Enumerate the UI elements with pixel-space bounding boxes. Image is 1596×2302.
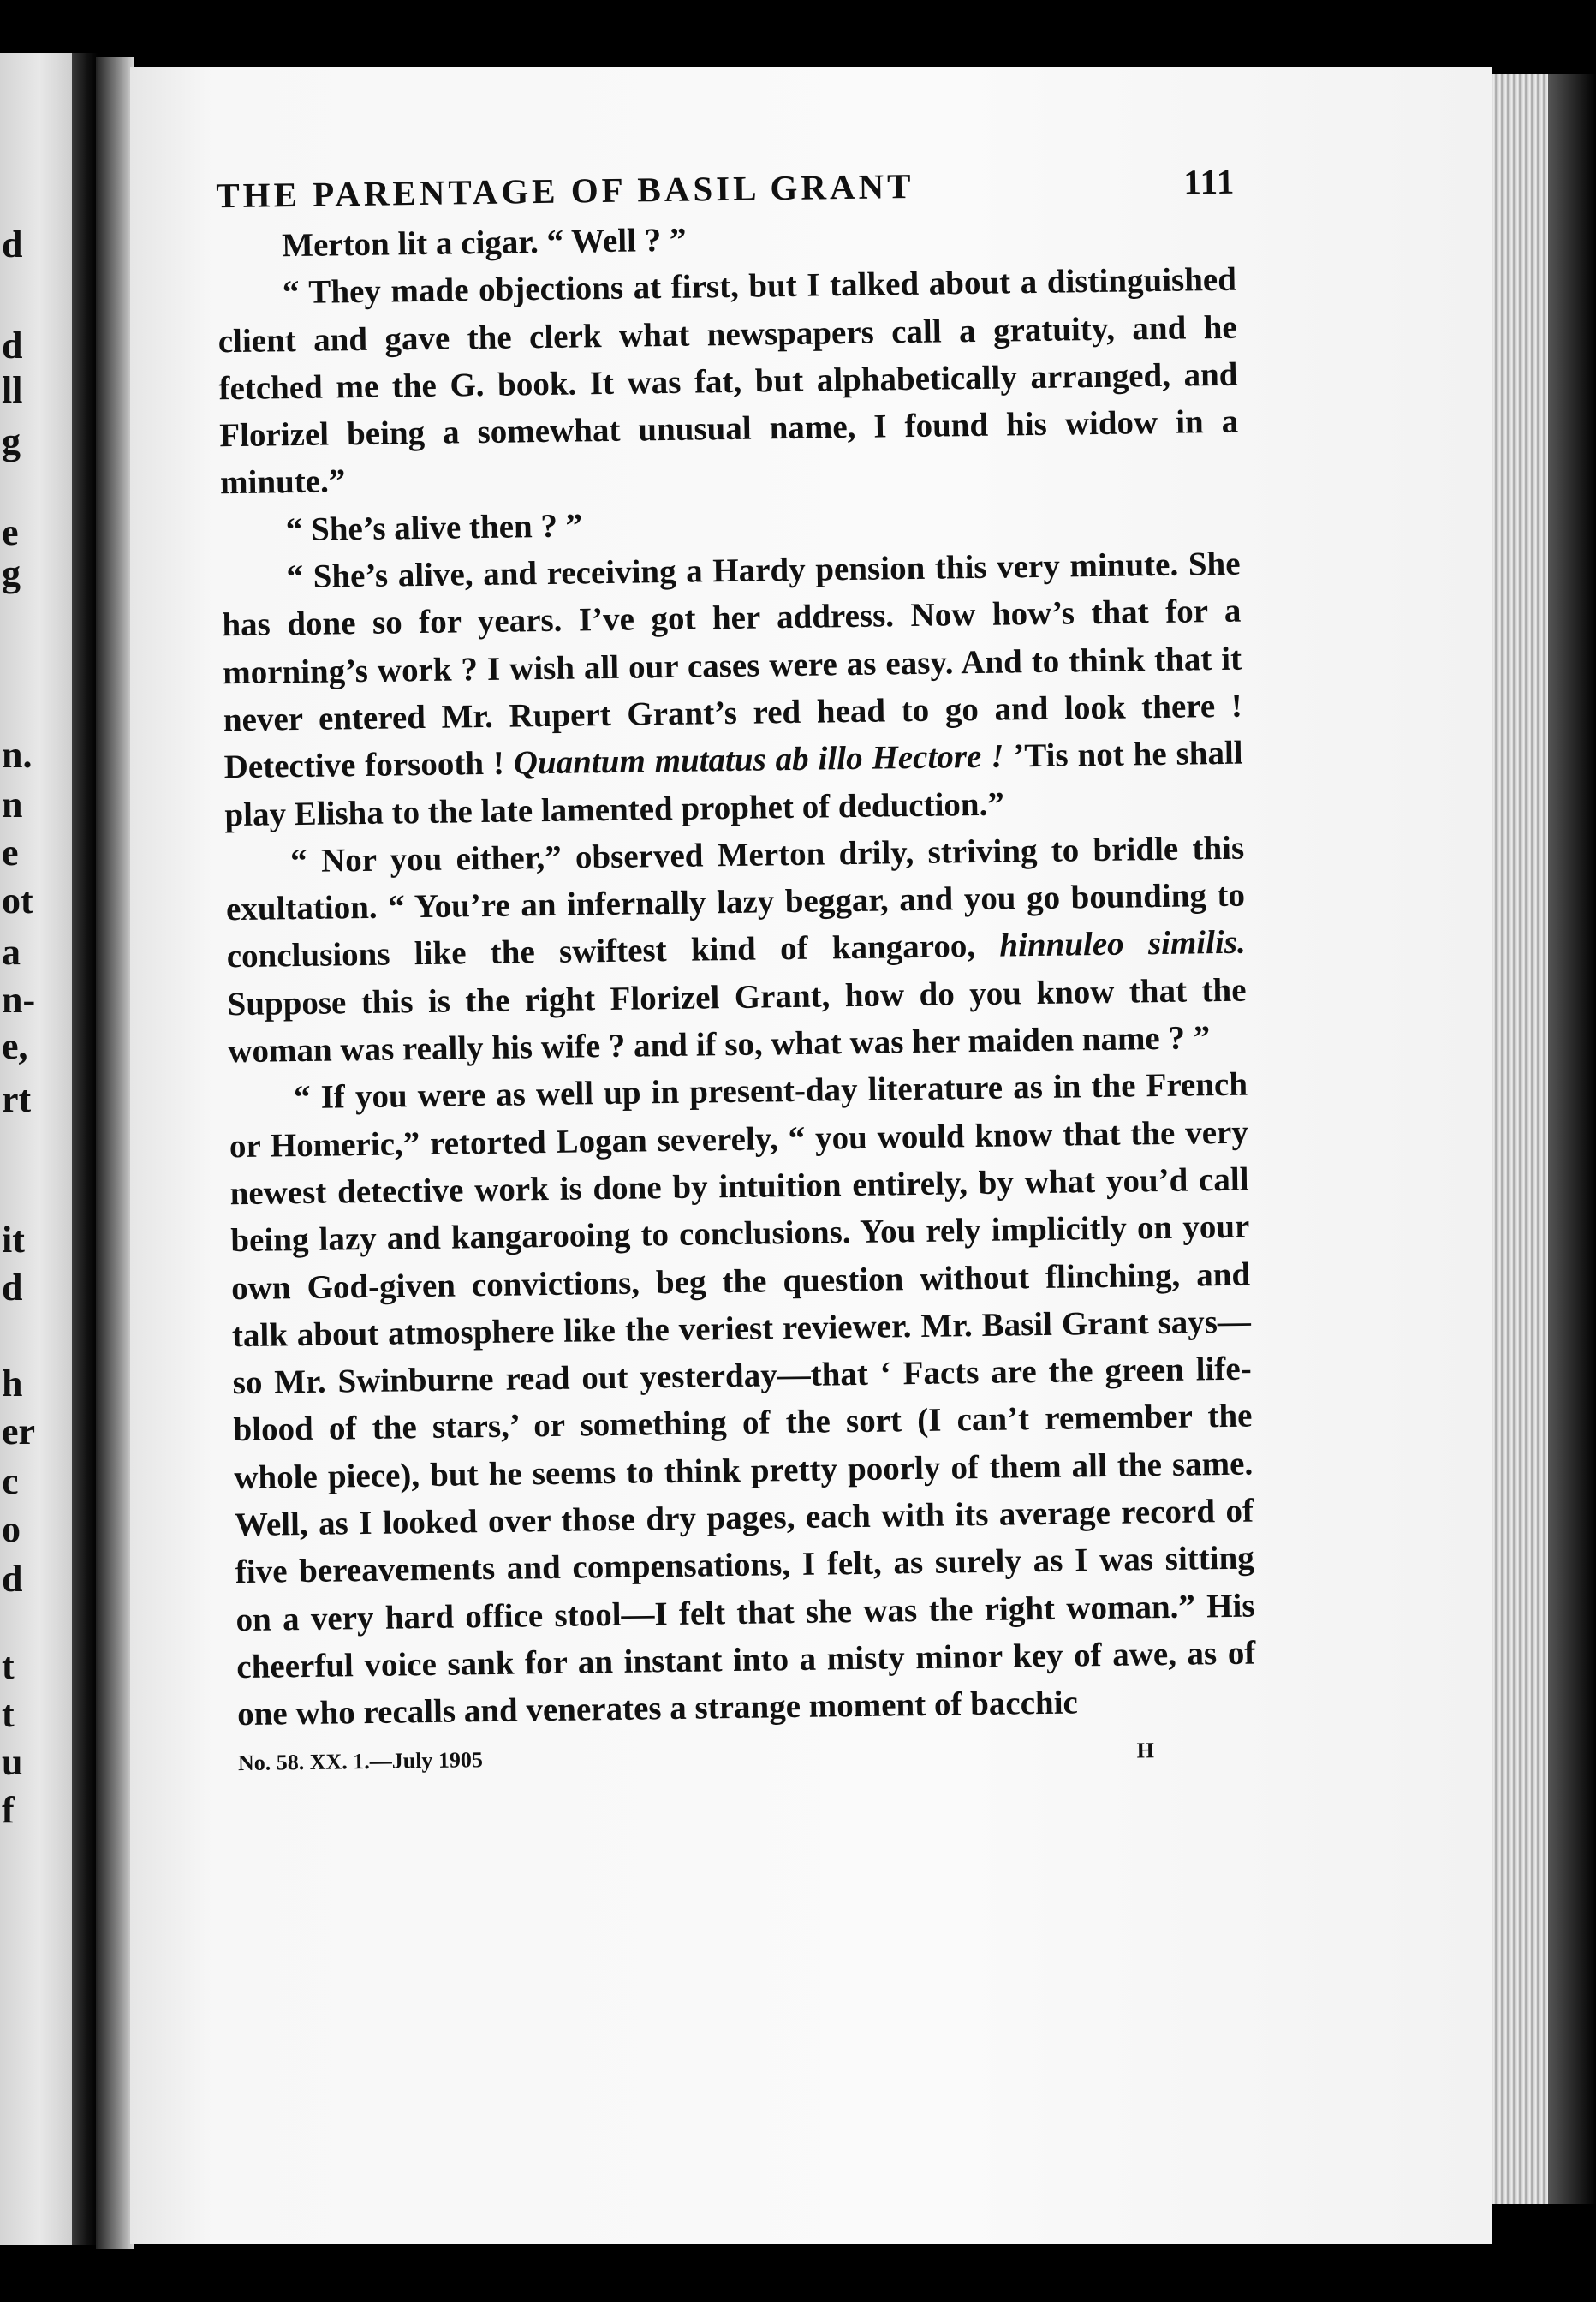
paragraph: “ She’s alive then ? ” xyxy=(285,507,583,548)
facing-page-fragment: o xyxy=(2,1508,21,1550)
page-content xyxy=(216,161,1257,1776)
paragraph-text: “ She’s alive, and receiving a Hardy pension this very minute. She has done so for years. I’ve got her address. Now how’s that for a morning’s work ? I wish all our cases were as easy. And to think that it never entered Mr. Rupert Grant’s red head to go and look there ! Detective forsooth ! xyxy=(222,545,1243,786)
facing-page-fragment: g xyxy=(2,420,21,462)
facing-page-edge xyxy=(0,53,72,2245)
stacked-page-edges xyxy=(1492,74,1548,2204)
running-head-title: THE PARENTAGE OF BASIL GRANT xyxy=(216,165,914,216)
paragraph xyxy=(225,824,1248,1075)
facing-page-fragment: e xyxy=(2,511,19,553)
paragraph: Merton lit a cigar. “ Well ? ” xyxy=(281,221,687,265)
facing-page-fragment: f xyxy=(2,1789,15,1831)
facing-page-fragment: a xyxy=(2,931,21,973)
facing-page-fragment: d xyxy=(2,224,23,265)
facing-page-fragment: rt xyxy=(2,1078,32,1120)
facing-page-fragment: u xyxy=(2,1741,23,1783)
latin-quotation: hinnuleo similis. xyxy=(999,924,1246,965)
facing-page-fragment: n. xyxy=(2,734,33,776)
facing-page-fragment: g xyxy=(2,552,21,594)
paragraph-text: to the late lamented prophet of deduction.” xyxy=(391,785,1005,832)
page-curl-shadow xyxy=(96,57,134,2249)
facing-page-fragment: h xyxy=(2,1363,23,1404)
facing-page-fragment: t xyxy=(2,1693,15,1735)
facing-page-fragment: it xyxy=(2,1219,25,1261)
facing-page-fragment: ll xyxy=(2,369,23,411)
issue-line: No. 58. XX. 1.—July 1905 xyxy=(237,1746,484,1775)
paragraph-text: Suppose this is the right Florizel Grant, how do you know that the woman was really his wife ? and if so, what was her maiden name ? ” xyxy=(227,971,1247,1070)
facing-page-fragment: n xyxy=(2,784,23,826)
facing-page-fragment: n- xyxy=(2,979,36,1021)
paragraph: “ If you were as well up in present-day literature as in the French or Homeric,” retorted Logan severely, “ you would know that the very newest detective work is done by intuition entirely, by what you’d call being lazy and kangarooing to conclusions. You rely implicitly on your own God-given convictions, beg the question without flinching, and talk about atmosphere like the veriest reviewer. Mr. Basil Grant says—so Mr. Swinburne read out yesterday—that ‘ Facts are the green life-blood of the stars,’ or something of the sort (I can’t remember the whole piece), but he seems to think pretty poorly of them all the same. Well, as I looked over those dry pages, each with its average record of five bereavements and compensations, I felt, as surely as I was sitting on a very hard office stool—I felt that she was the right woman.” His cheerful voice sank for an instant into a misty minor key of awe, as of one who recalls and venerates a strange moment of bacchic xyxy=(229,1065,1256,1733)
paragraph-text: ’Tis not he shall play Elisha xyxy=(224,734,1243,833)
signature-mark: H xyxy=(1136,1737,1155,1762)
facing-page-fragment: d xyxy=(2,325,23,367)
body-text xyxy=(217,209,1257,1738)
facing-page-fragment: e, xyxy=(2,1025,28,1067)
gutter-shadow xyxy=(72,53,98,2245)
right-edge-shadow xyxy=(1548,74,1596,2204)
paragraph xyxy=(221,540,1244,838)
latin-quotation: Quantum mutatus ab illo Hectore ! xyxy=(513,737,1004,782)
facing-page-fragment: t xyxy=(2,1645,15,1687)
facing-page-fragment: e xyxy=(2,832,19,874)
facing-page-fragments xyxy=(0,53,72,2245)
facing-page-fragment: er xyxy=(2,1410,36,1452)
facing-page-fragment: ot xyxy=(2,880,33,921)
facing-page-fragment: d xyxy=(2,1267,23,1309)
page-number: 111 xyxy=(1182,161,1236,202)
facing-page-fragment: c xyxy=(2,1460,19,1502)
facing-page-fragment: d xyxy=(2,1558,23,1600)
paragraph: “ They made objections at first, but I talked about a distinguished client and gave the clerk what newspapers call a gratuity, and he fetched me the G. book. It was fat, but alphabetically arranged, and Florizel being a somewhat unusual name, I found his widow in a minute.” xyxy=(217,260,1239,502)
paragraph-text: “ Nor you either,” observed Merton drily, striving to bridle this exultation. “ You’re an infernally lazy beggar, and you go bounding to conclusions like the swiftest kind of kangaroo, xyxy=(225,829,1246,975)
